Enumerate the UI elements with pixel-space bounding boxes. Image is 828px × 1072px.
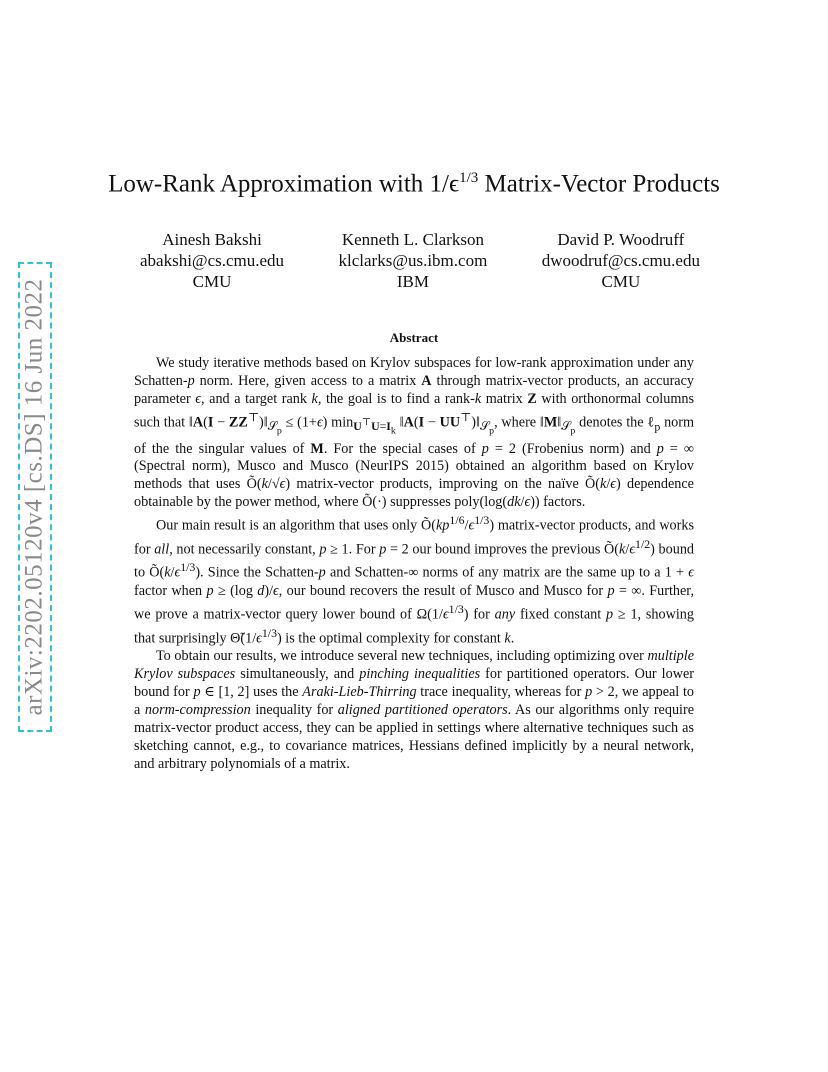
author-block xyxy=(339,229,488,292)
author-name: David P. Woodruff xyxy=(557,230,685,249)
author-list xyxy=(140,229,700,292)
title-superscript: 1/3 xyxy=(459,170,479,186)
abstract-paragraph: To obtain our results, we introduce several new techniques, including optimizing over multiple Krylov subspaces simultaneously, and pinching inequalities for partitioned operators. Our lower bound for p ∈ [1, 2] uses the Araki-Lieb-Thirring trace inequality, whereas for p > 2, we appeal to a norm-compression inequality for aligned partitioned operators. As our algorithms only require matrix-vector product access, they can be applied in settings where alternative techniques such as sketching cannot, e.g., to covariance matrices, Hessians defined implicitly by a neural network, and arbitrary polynomials of a matrix. xyxy=(134,648,694,772)
author-affiliation: IBM xyxy=(396,272,429,291)
title-suffix: Matrix-Vector Products xyxy=(478,170,720,198)
abstract-heading: Abstract xyxy=(389,330,439,345)
abstract-paragraph: We study iterative methods based on Krylov subspaces for low-rank approximation under any Schatten-p norm. Here, given access to a matrix A through matrix-vector products, an accuracy parameter ϵ, and a target rank k, the goal is to find a rank-k matrix Z with orthonormal columns such that ‖A(I − $ZZ^⊤)‖_{𝒮_p} \le (1+\epsilon)$ $\min_{U^⊤U=I_k}$ ‖A(I − $UU^⊤)‖_{𝒮_p}$, where $‖M‖_{𝒮_p}$ denotes the ℓ$_p$ norm of the the singular values of M. For the special cases of p = 2 (Frobenius norm) and p = ∞ (Spectral norm), Musco and Musco (NeurIPS 2015) obtained an algorithm based on Krylov methods that uses Õ(k/√ϵ) matrix-vector products, improving on the naïve Õ(k/ϵ) dependence obtainable by the power method, where Õ(·) suppresses poly(log(dk/ϵ)) factors. xyxy=(134,355,695,511)
author-name: Ainesh Bakshi xyxy=(162,230,262,249)
author-email: abakshi@cs.cmu.edu xyxy=(140,251,285,270)
abstract-body xyxy=(134,355,694,774)
abstract-paragraph: Our main result is an algorithm that uses only $Õ(kp^{1/6}/\epsilon^{1/3})$ matrix-vector products, and works for all, not necessarily constant, p ≥ 1. For p = 2 our bound improves the previous $Õ(k/\epsilon^{1/2})$ bound to $Õ(k/\epsilon^{1/3})$. Since the Schatten-p and Schatten-∞ norms of any matrix are the same up to a 1 + ϵ factor when p ≥ (log d)/ϵ, our bound recovers the result of Musco and Musco for p = ∞. Further, we prove a matrix-vector query lower bound of $\Omega(1/\epsilon^{1/3})$ for any fixed constant p ≥ 1, showing that surprisingly $\Thetã(1/\epsilon^{1/3})$ is the optimal complexity for constant k. xyxy=(134,513,695,647)
author-block xyxy=(542,229,700,292)
arxiv-identifier: arXiv:2202.05120v4 [cs.DS] 16 Jun 2022 xyxy=(21,278,48,716)
author-email: klclarks@us.ibm.com xyxy=(338,251,488,270)
author-affiliation: CMU xyxy=(601,272,641,291)
author-block xyxy=(140,229,284,292)
author-name: Kenneth L. Clarkson xyxy=(341,230,484,249)
title-main: Low-Rank Approximation with 1/ϵ xyxy=(108,170,460,198)
author-affiliation: CMU xyxy=(192,272,232,291)
author-email: dwoodruf@cs.cmu.edu xyxy=(541,251,700,270)
paper-title xyxy=(0,170,828,198)
